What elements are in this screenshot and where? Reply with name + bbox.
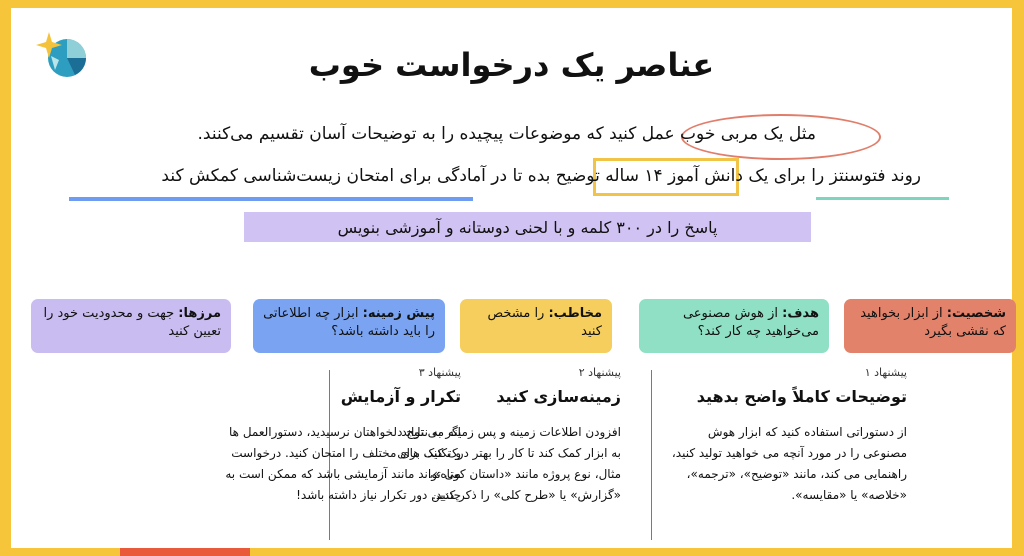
- suggestion-body: اگر به نتایج دلخواهتان نرسیدید، دستورالعمل ها و تکنیک های مختلف را امتحان کنید. درخواست می تواند مانند آزمایشی باشد که ممکن است به چندین دور تکرار نیاز داشته باشد!: [225, 425, 461, 502]
- context-underline: [69, 197, 473, 201]
- suggestion-title: توضیحات کاملاً واضح بدهید: [696, 387, 907, 406]
- limits-text: جهت و محدودیت خود را تعیین کنید: [43, 306, 221, 339]
- slide-title: عناصر یک درخواست خوب: [308, 46, 715, 84]
- suggestion-number: پیشنهاد ۳: [418, 366, 461, 379]
- persona-text: از ابزار بخواهید که نقشی بگیرد: [860, 306, 1006, 339]
- slide: [11, 8, 1012, 548]
- example-audience: دانش آموز ۱۴ ساله: [605, 166, 743, 186]
- suggestion-body: افزودن اطلاعات زمینه و پس زمینه می تواند به ابزار کمک کند تا کار را بهتر درک کند. برای مثال، نوع پروژه مانند «داستان کوتاه»، «گزارش» یا «طرح کلی» را ذکر کنید.: [397, 425, 621, 502]
- intro-rest: عمل کنید که موضوعات پیچیده را به توضیحات آسان تقسیم می‌کنند.: [197, 124, 681, 144]
- audience-label: مخاطب:: [548, 306, 602, 321]
- context-card: [253, 299, 445, 353]
- persona-card: [844, 299, 1016, 353]
- suggestion-1: [667, 366, 907, 506]
- example-part1: روند فتوسنتز را برای یک: [742, 166, 921, 186]
- format-bar: پاسخ را در ۳۰۰ کلمه و با لحنی دوستانه و آموزشی بنویس: [244, 212, 811, 242]
- intro-highlight: مثل یک مربی خوب: [680, 124, 816, 144]
- suggestion-number: پیشنهاد ۲: [578, 366, 621, 379]
- audience-card: [460, 299, 612, 353]
- goal-card: [639, 299, 829, 353]
- suggestion-3: [221, 366, 461, 506]
- suggestion-body: از دستوراتی استفاده کنید که ابزار هوش مصنوعی را در مورد آنچه می خواهید تولید کنید، راهنمایی می کند، مانند «توضیح»، «ترجمه»، «خلاصه» یا «مقایسه».: [671, 425, 907, 502]
- limits-card: [31, 299, 231, 353]
- persona-label: شخصیت:: [946, 306, 1006, 321]
- limits-label: مرزها:: [178, 306, 221, 321]
- goal-text: از هوش مصنوعی می‌خواهید چه کار کند؟: [682, 306, 819, 339]
- example-part2: توضیح بده تا در آمادگی برای امتحان زیست‌شناسی کمکش کند: [161, 166, 606, 186]
- column-divider: [651, 370, 652, 540]
- persona-underline: [816, 197, 949, 200]
- context-text: ابزار چه اطلاعاتی را باید داشته باشد؟: [263, 306, 435, 339]
- audience-text: را مشخص کنید: [487, 306, 602, 339]
- suggestion-number: پیشنهاد ۱: [864, 366, 907, 379]
- intro-sentence: [198, 124, 817, 144]
- goal-label: هدف:: [782, 306, 819, 321]
- suggestion-title: زمینه‌سازی کنید: [496, 387, 621, 406]
- example-prompt: [51, 166, 921, 186]
- accent-stripe: [120, 548, 250, 556]
- context-label: پیش زمینه:: [362, 306, 435, 321]
- suggestion-title: تکرار و آزمایش: [340, 387, 461, 406]
